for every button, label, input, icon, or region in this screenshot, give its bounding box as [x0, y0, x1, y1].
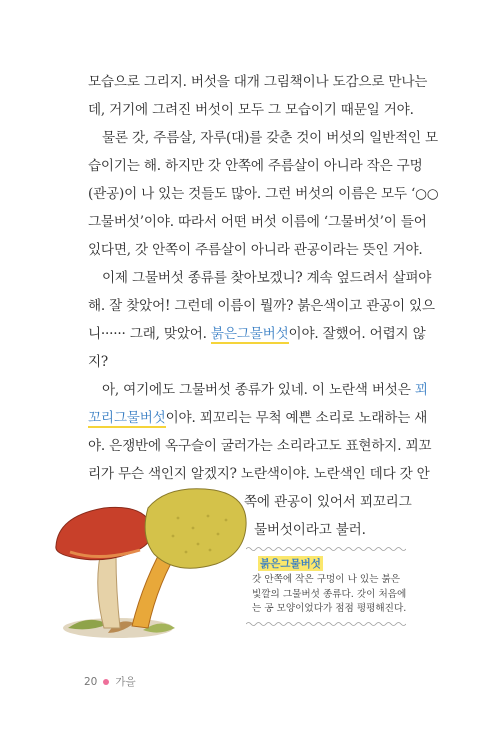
- body-text-line: 지?: [88, 354, 109, 370]
- wavy-divider: [246, 546, 406, 552]
- body-text-line: 해. 잘 찾았어! 그런데 이름이 뭘까? 붉은색이고 관공이 있으: [88, 298, 435, 314]
- bullet-dot-icon: [103, 679, 109, 685]
- body-text-line: 리가 무슨 색인지 알겠지? 노란색이야. 노란색인 데다 갓 안: [88, 466, 430, 482]
- body-text-line: 그물버섯’이야. 따라서 어떤 버섯 이름에 ‘그물버섯’이 들어: [88, 214, 427, 230]
- body-text-line: 아, 여기에도 그물버섯 종류가 있네. 이 노란색 버섯은 꾀: [102, 382, 428, 398]
- highlight-term: 붉은그물버섯: [210, 326, 289, 342]
- body-text-line: 이제 그물버섯 종류를 찾아보겠니? 계속 엎드려서 살펴야: [102, 270, 432, 286]
- yellow-mushroom-cap: [145, 489, 246, 568]
- red-mushroom-stem: [98, 556, 120, 628]
- info-box: [246, 546, 406, 627]
- highlight-term: 꾀: [414, 382, 428, 398]
- body-text-line: 물론 갓, 주름살, 자루(대)를 갖춘 것이 버섯의 일반적인 모: [102, 130, 438, 146]
- page-footer: [84, 674, 136, 689]
- body-text-line: 니······ 그래, 맞았어. 붉은그물버섯이야. 잘했어. 어렵지 않: [88, 326, 426, 342]
- body-text-line: 야. 은쟁반에 옥구슬이 굴러가는 소리라고도 표현하지. 꾀꼬: [88, 438, 432, 454]
- body-text-line: 습이기는 해. 하지만 갓 안쪽에 주름살이 아니라 작은 구멍: [88, 158, 423, 174]
- wavy-divider: [246, 621, 406, 627]
- body-text-line: 쪽에 관공이 있어서 꾀꼬리그: [244, 494, 412, 510]
- info-box-text: 갓 안쪽에 작은 구멍이 나 있는 붉은 빛깔의 그물버섯 종류다. 갓이 처음에는 공 모양이었다가 점점 평평해진다.: [252, 574, 407, 614]
- highlight-term: 꼬리그물버섯: [88, 410, 166, 426]
- body-text-line: 데, 거기에 그려진 버섯이 모두 그 모습이기 때문일 거야.: [88, 102, 414, 118]
- body-text-line: 있다면, 갓 안쪽이 주름살이 아니라 관공이라는 뜻인 거야.: [88, 242, 423, 258]
- body-text-line: 물버섯이라고 불러.: [254, 522, 366, 538]
- mushroom-illustration: [48, 478, 248, 643]
- body-text-line: (관공)이 나 있는 것들도 많아. 그런 버섯의 이름은 모두 ‘○○: [88, 186, 439, 202]
- info-box-title: 붉은그물버섯: [260, 558, 321, 570]
- body-text-line: 모습으로 그리지. 버섯을 대개 그림책이나 도감으로 만나는: [88, 74, 428, 90]
- page-number: 20: [84, 676, 98, 688]
- section-name: 가을: [115, 676, 136, 688]
- body-text-line: 꼬리그물버섯이야. 꾀꼬리는 무척 예쁜 소리로 노래하는 새: [88, 410, 428, 426]
